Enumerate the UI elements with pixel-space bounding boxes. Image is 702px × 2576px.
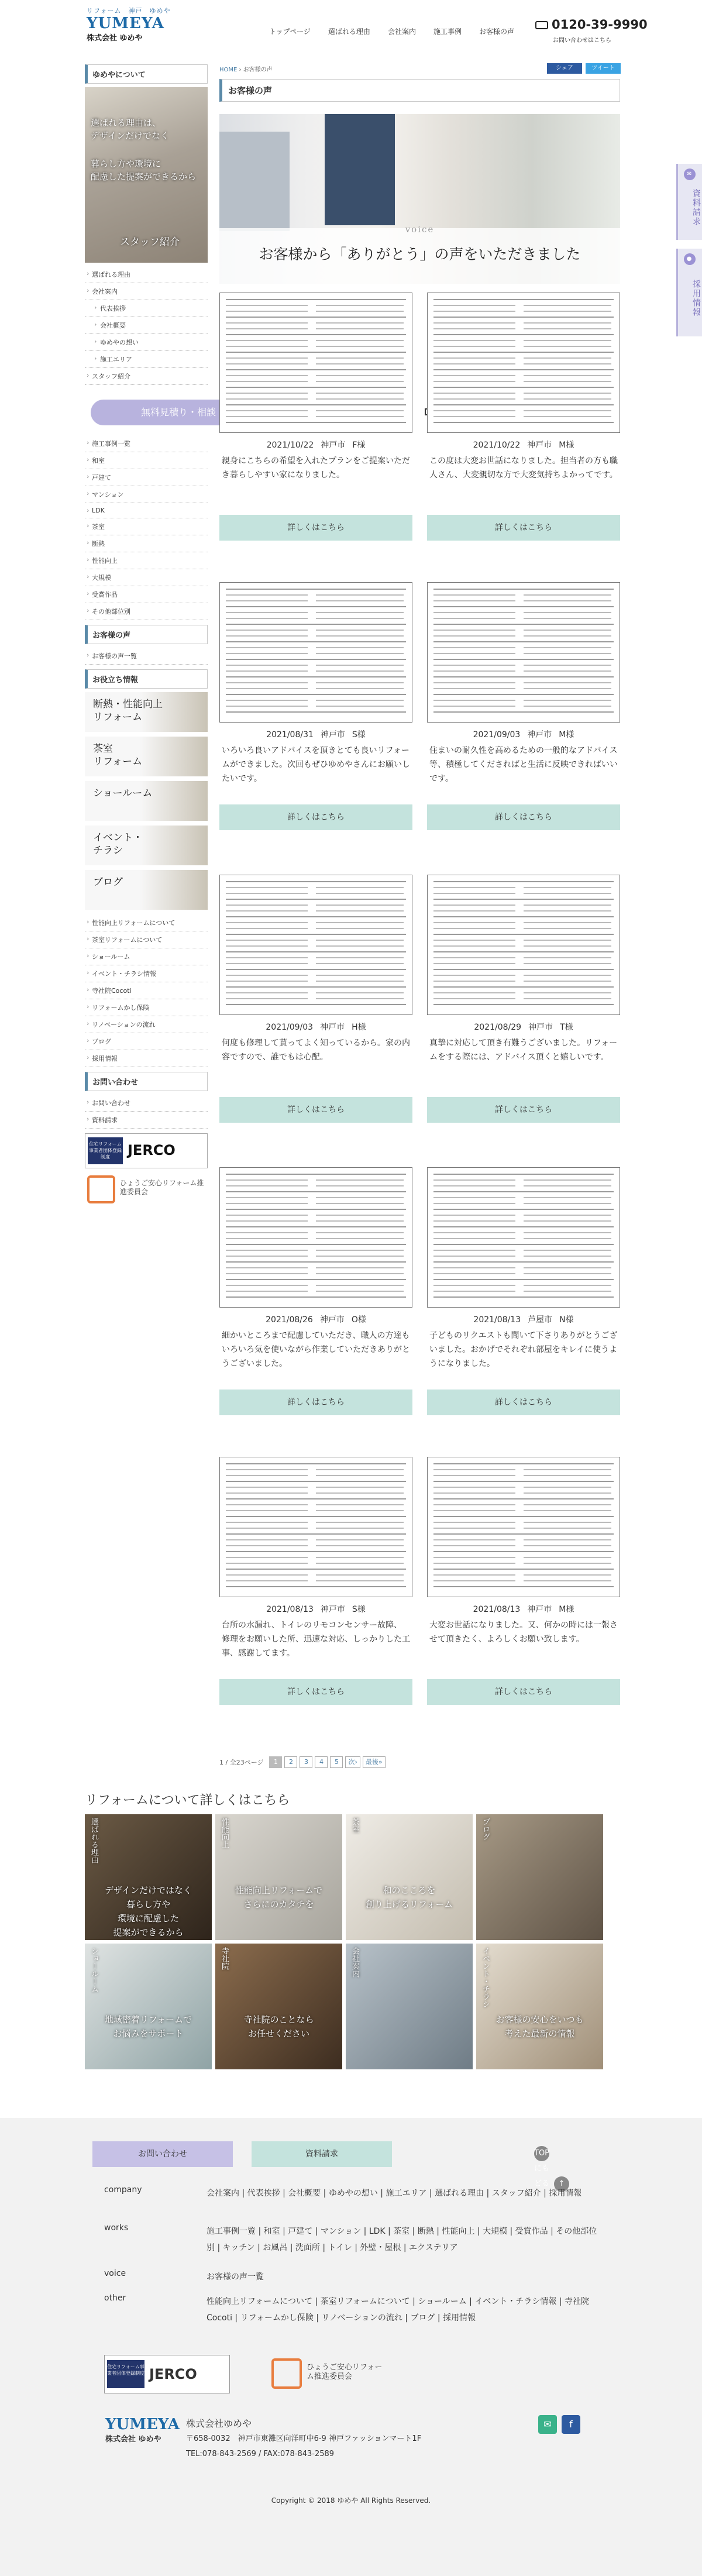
sidebar-works-link[interactable]: › マンション — [85, 486, 208, 503]
sidebar-info-link[interactable]: › ショールーム — [85, 948, 208, 965]
footer-phone: TEL:078-843-2569 / FAX:078-843-2589 — [186, 2450, 335, 2458]
questionnaire-image[interactable] — [219, 293, 412, 433]
reform-title: リフォームについて詳しくはこちら — [85, 1793, 290, 1808]
voice-more-button[interactable]: 詳しくはこちら — [219, 515, 412, 541]
footer-row-links[interactable]: 性能向上リフォームについて | 茶室リフォームについて | ショールーム | イベント・チラシ情報 | 寺社院Cocoti | リフォームかし保険 | リノベーションの流れ | ブログ | 採用情報 — [207, 2297, 589, 2323]
voice-card — [427, 875, 620, 1123]
sidebar-info-links — [85, 914, 208, 1067]
right-tab-request-label: 資料請求 — [691, 189, 701, 226]
reform-tile-side: 寺社院 — [220, 1947, 229, 1970]
facebook-icon[interactable]: f — [562, 2415, 580, 2434]
voice-date: 2021/10/22 — [266, 441, 314, 450]
hero-voice-label: voice — [405, 224, 435, 235]
house-icon — [271, 2358, 302, 2389]
voice-text: 真摯に対応して頂き有難うございました。リフォームをする際には、アドバイス頂くと嬉しいです。 — [429, 1038, 618, 1062]
voice-card-meta — [219, 1021, 412, 1033]
footer-logo-word: YUMEYA — [105, 2416, 180, 2433]
voice-text: いろいろ良いアドバイスを頂きとても良いリフォームができました。次回もぜひゆめやさんにお願いしたいです。 — [222, 746, 410, 783]
twitter-share-button[interactable]: ツイート — [586, 63, 621, 74]
sidebar-info-banner-label: 断熱・性能向上 リフォーム — [93, 699, 163, 723]
reform-tile-side: イベント・チラシ — [481, 1947, 490, 2008]
sidebar-info-link[interactable]: › リフォームかし保険 — [85, 999, 208, 1016]
sidebar-contact-title: お問い合わせ — [85, 1072, 208, 1091]
page-title: お客様の声 — [219, 79, 620, 102]
reform-tile-side: 茶室 — [350, 1818, 359, 1833]
house-icon — [87, 1175, 115, 1203]
arrow-up-icon: ↑ — [554, 2176, 569, 2192]
sidebar-works-link[interactable]: › 茶室 — [85, 518, 208, 535]
sidebar-info-banner-label: ショールーム — [93, 787, 153, 799]
logo-word: YUMEYA — [87, 15, 164, 32]
footer-row-links[interactable]: お客様の声一覧 — [207, 2272, 264, 2282]
hero-door — [325, 114, 395, 225]
questionnaire-image[interactable] — [427, 1457, 620, 1597]
footer-logo-company: 株式会社 ゆめや — [105, 2435, 161, 2444]
voice-more-button[interactable]: 詳しくはこちら — [427, 515, 620, 541]
sidebar-info-banner[interactable] — [85, 737, 208, 776]
pager-link[interactable]: 1 — [269, 1756, 282, 1768]
voice-card-meta — [219, 728, 412, 740]
nav-reason[interactable]: 選ばれる理由 — [328, 27, 370, 36]
sidebar-works-link[interactable]: › 施工事例一覧 — [85, 435, 208, 452]
sidebar-info-link[interactable]: › 採用情報 — [85, 1050, 208, 1067]
jerco-text: JERCO — [128, 1142, 176, 1158]
voice-text: 台所の水漏れ、トイレのリモコンセンサー故障、修理をお願いした所、迅速な対応、しっかりした工事、感謝してます。 — [222, 1621, 410, 1658]
sidebar-works-link[interactable]: › 大規模 — [85, 569, 208, 586]
voice-date: 2021/10/22 — [473, 441, 521, 450]
voice-area: 神戸市 — [320, 1605, 345, 1614]
reform-tile-text: お客様の安心をいつも 考えた最新の情報 — [495, 2014, 584, 2039]
voice-text: この度は大変お世話になりました。担当者の方も職人さん、大変親切な方で大変気持ちよかってです。 — [429, 456, 618, 480]
voice-date: 2021/09/03 — [473, 730, 521, 740]
voice-area: 神戸市 — [320, 1023, 345, 1032]
footer-row-key: company — [104, 2185, 142, 2195]
voice-card — [219, 1167, 412, 1415]
voice-date: 2021/09/03 — [266, 1023, 314, 1032]
reform-tile-text: 性能向上リフォームで さらにのカタチを — [235, 1885, 323, 1910]
voice-more-button[interactable]: 詳しくはこちら — [219, 1097, 412, 1123]
voice-more-button[interactable]: 詳しくはこちら — [427, 804, 620, 830]
footer-row — [104, 2185, 604, 2202]
footer-contact-button[interactable]: お問い合わせ — [92, 2141, 233, 2167]
nav-works[interactable]: 施工事例 — [433, 27, 462, 36]
sidebar-info-link[interactable]: › イベント・チラシ情報 — [85, 965, 208, 982]
pager-link[interactable]: 最後» — [363, 1756, 386, 1768]
right-tab-recruit[interactable] — [676, 249, 702, 336]
voice-card-meta — [427, 1021, 620, 1033]
sidebar-about-link[interactable]: › ゆめやの想い — [85, 334, 208, 351]
site-header — [0, 0, 702, 59]
sidebar-info-banners — [85, 692, 208, 910]
sidebar-voice-title: お客様の声 — [85, 625, 208, 644]
footer-jerco-text: JERCO — [149, 2366, 197, 2382]
sidebar-works-link[interactable]: › LDK — [85, 503, 208, 518]
voice-card — [427, 1457, 620, 1705]
footer-logo[interactable] — [105, 2416, 180, 2444]
header-tel-sub: お問い合わせはこちら — [553, 37, 611, 44]
voice-date: 2021/08/13 — [473, 1605, 521, 1614]
reform-tile[interactable] — [346, 1944, 473, 2069]
sidebar-about-link[interactable]: › スタッフ紹介 — [85, 368, 208, 385]
logo[interactable] — [87, 6, 170, 43]
voice-card-meta — [427, 1603, 620, 1615]
header-tel[interactable] — [535, 18, 648, 44]
voice-customer: F様 — [352, 441, 366, 450]
reform-tile-text: デザインだけではなく 暮らし方や 環境に配慮した 提案ができるから — [105, 1885, 192, 1938]
reform-tile[interactable] — [476, 1814, 603, 1940]
reform-grid — [85, 1814, 605, 2069]
sidebar-contact-links — [85, 1095, 208, 1129]
footer-row — [104, 2269, 604, 2285]
hero-image — [219, 114, 620, 284]
person-icon: ● — [684, 253, 696, 265]
pager-link[interactable]: 5 — [330, 1756, 343, 1768]
mail-icon[interactable]: ✉ — [538, 2415, 557, 2434]
footer-row — [104, 2293, 604, 2326]
voice-card — [219, 582, 412, 830]
voice-customer: S様 — [352, 1605, 366, 1614]
questionnaire-image[interactable] — [427, 875, 620, 1015]
questionnaire-image[interactable] — [427, 1167, 620, 1308]
footer-hyogo-badge[interactable] — [269, 2355, 392, 2393]
voice-area: 神戸市 — [319, 1315, 345, 1325]
estimate-button[interactable]: 無料見積り・相談 — [91, 400, 266, 425]
sidebar-info-link[interactable]: › 寺社院Cocoti — [85, 982, 208, 999]
sidebar-contact-link[interactable]: › 資料請求 — [85, 1112, 208, 1129]
questionnaire-image[interactable] — [427, 582, 620, 723]
sidebar-info-banner[interactable] — [85, 692, 208, 732]
reform-tile[interactable] — [215, 1814, 342, 1940]
logo-company: 株式会社 ゆめや — [87, 34, 143, 43]
sidebar-info-banner-label: ブログ — [93, 876, 123, 888]
sidebar-info-link[interactable]: › リノベーションの流れ — [85, 1016, 208, 1033]
sidebar-works-link[interactable]: › その他部位別 — [85, 603, 208, 620]
voice-customer: H様 — [352, 1023, 366, 1032]
questionnaire-image[interactable] — [219, 1457, 412, 1597]
sidebar-info-link[interactable]: › 茶室リフォームについて — [85, 931, 208, 948]
sidebar-info-banner[interactable] — [85, 826, 208, 865]
breadcrumb-home[interactable]: HOME — [219, 67, 238, 73]
reform-tile-side: 会社案内 — [350, 1947, 359, 1977]
questionnaire-image[interactable] — [219, 1167, 412, 1308]
voice-date: 2021/08/26 — [266, 1315, 313, 1325]
voice-area: 神戸市 — [527, 730, 552, 740]
voice-card — [427, 582, 620, 830]
reform-tile-side: ブログ — [481, 1818, 490, 1841]
pager-link[interactable]: 2 — [284, 1756, 297, 1768]
voice-area: 神戸市 — [527, 1605, 552, 1614]
reform-tile[interactable] — [215, 1944, 342, 2069]
voice-text: 住まいの耐久性を高めるための一般的なアドバイス等、積極してくださればと生活に反映できればいいです。 — [429, 746, 618, 783]
pager-label: 1 / 全23ページ — [219, 1759, 264, 1766]
sidebar-staff-banner[interactable] — [85, 87, 208, 263]
voice-card-meta — [427, 728, 620, 740]
sidebar-works-link[interactable]: › 和室 — [85, 452, 208, 469]
sidebar-works-link[interactable]: › 受賞作品 — [85, 586, 208, 603]
jerco-small: 住宅リフォーム事業者団体登録制度 — [88, 1137, 123, 1164]
banner-text-2: 暮らし方や環境に 配慮した提案ができるから — [91, 159, 197, 182]
voice-card-meta — [427, 439, 620, 450]
questionnaire-image[interactable] — [219, 582, 412, 723]
reform-tile[interactable] — [85, 1814, 212, 1940]
banner-text-1: 選ばれる理由は、 デザインだけでなく — [91, 118, 169, 141]
reform-tile-side: 性能向上 — [220, 1818, 229, 1848]
voice-customer: N様 — [559, 1315, 574, 1325]
voice-card-meta — [219, 439, 412, 450]
pager-link[interactable]: 4 — [315, 1756, 328, 1768]
voice-more-button[interactable]: 詳しくはこちら — [427, 1390, 620, 1415]
voice-card — [219, 875, 412, 1123]
voice-date: 2021/08/31 — [266, 730, 314, 740]
footer-row-key: other — [104, 2293, 126, 2303]
questionnaire-image[interactable] — [427, 293, 620, 433]
logo-tagline: リフォーム 神戸 ゆめや — [87, 7, 171, 15]
voice-text: 子どものリクエストも聞いて下さりありがとうございました。おかげでそれぞれ部屋をキレイに使うようになりました。 — [429, 1331, 618, 1368]
document-icon: ✉ — [684, 168, 696, 180]
footer-row-links[interactable]: 施工事例一覧 | 和室 | 戸建て | マンション | LDK | 茶室 | 断熱 | 性能向上 | 大規模 | 受賞作品 | その他部位別 | キッチン | お風呂 | 洗面所 | トイレ | 外壁・屋根 | エクステリア — [207, 2227, 597, 2252]
hyogo-badge[interactable] — [85, 1173, 208, 1208]
footer-row-key: voice — [104, 2269, 126, 2278]
pager-link[interactable]: 次› — [345, 1756, 360, 1768]
sidebar-info-title: お役立ち情報 — [85, 669, 208, 689]
reform-section — [85, 1790, 605, 2069]
sidebar-works-link[interactable]: › 性能向上 — [85, 552, 208, 569]
right-tab-recruit-label: 採用情報 — [691, 280, 701, 317]
reform-tile-text: 和のこころを 創り上げるリフォーム — [365, 1885, 453, 1910]
voice-area: 神戸市 — [527, 441, 552, 450]
sidebar — [85, 64, 208, 1213]
facebook-share-button[interactable]: シェア — [547, 63, 582, 74]
sidebar-works-link[interactable]: › 断熱 — [85, 535, 208, 552]
footer-jerco-badge[interactable] — [104, 2355, 230, 2393]
voice-more-button[interactable]: 詳しくはこちら — [427, 1679, 620, 1705]
footer-row-key: works — [104, 2223, 129, 2233]
sidebar-voice-link[interactable]: › お客様の声一覧 — [85, 648, 208, 665]
reform-tile[interactable] — [346, 1814, 473, 1940]
voice-card-meta — [219, 1313, 412, 1325]
footer-row — [104, 2223, 604, 2256]
voice-text: 細かいところまで配慮していただき、職人の方達もいろいろ気を使いながら作業していただきありがとうございました。 — [222, 1331, 410, 1368]
global-nav — [269, 26, 514, 36]
breadcrumb: HOME › お客様の声 — [219, 67, 273, 73]
sidebar-about-title: ゆめやについて — [85, 64, 208, 84]
reform-tile[interactable] — [85, 1944, 212, 2069]
voice-date: 2021/08/13 — [266, 1605, 314, 1614]
nav-company[interactable]: 会社案内 — [387, 27, 416, 36]
reform-tile[interactable] — [476, 1944, 603, 2069]
sidebar-works-links — [85, 435, 208, 620]
voice-card — [427, 293, 620, 541]
footer-address — [186, 2416, 421, 2462]
reform-tile-text: 寺社院のことなら お任せください — [243, 2014, 314, 2039]
sidebar-voice-links — [85, 648, 208, 665]
banner-staff-label: スタッフ紹介 — [120, 236, 180, 248]
phone-icon — [535, 21, 548, 29]
voice-customer: M様 — [559, 441, 574, 450]
voice-card-meta — [427, 1313, 620, 1325]
hero-window — [219, 132, 290, 231]
voice-card — [427, 1167, 620, 1415]
voice-text: 親身にこちらの希望を入れたプランをご提案いただき暮らしやすい家になりました。 — [222, 456, 410, 480]
footer-request-button[interactable]: 資料請求 — [252, 2141, 392, 2167]
voice-more-button[interactable]: 詳しくはこちら — [427, 1097, 620, 1123]
footer-hyogo-text: ひょうご安心リフォーム推進委員会 — [307, 2363, 383, 2381]
sidebar-about-link[interactable]: › 会社案内 — [85, 283, 208, 300]
sidebar-contact-link[interactable]: › お問い合わせ — [85, 1095, 208, 1112]
voice-text: 大変お世話になりました。又、何かの時には一報させて頂きたく、よろしくお願い致します。 — [429, 1621, 618, 1644]
top-label: TOPにもどる — [534, 2146, 549, 2161]
voice-area: 神戸市 — [320, 730, 345, 740]
nav-top[interactable]: トップページ — [269, 27, 311, 36]
sidebar-works-link[interactable]: › 戸建て — [85, 469, 208, 486]
voice-customer: M様 — [559, 730, 574, 740]
voice-more-button[interactable]: 詳しくはこちら — [219, 1390, 412, 1415]
reform-tile-side: 選ばれる理由 — [90, 1818, 98, 1863]
sidebar-info-banner-label: イベント・ チラシ — [93, 832, 143, 857]
sidebar-about-link[interactable]: › 代表挨拶 — [85, 300, 208, 317]
voice-area: 神戸市 — [528, 1023, 553, 1032]
voice-text: 何度も修理して貰ってよく知っているから。家の内容ですので、誰でもは心配。 — [222, 1038, 410, 1062]
sns-buttons — [547, 63, 621, 74]
sidebar-info-banner[interactable] — [85, 781, 208, 821]
voice-customer: M様 — [559, 1605, 574, 1614]
pager-link[interactable]: 3 — [300, 1756, 312, 1768]
sidebar-info-banner-label: 茶室 リフォーム — [93, 743, 143, 768]
reform-tile-text: 地域密着リフォームで お悩みをサポート — [104, 2014, 192, 2039]
jerco-badge[interactable] — [85, 1133, 208, 1168]
footer-company-name: 株式会社ゆめや — [186, 2418, 252, 2429]
sidebar-info-banner[interactable] — [85, 870, 208, 910]
voice-customer: O様 — [351, 1315, 366, 1325]
header-tel-number: 0120-39-9990 — [552, 18, 648, 32]
right-tab-request[interactable] — [676, 164, 702, 240]
pagination — [219, 1756, 386, 1768]
questionnaire-image[interactable] — [219, 875, 412, 1015]
hero-message: お客様から「ありがとう」の声をいただきました — [259, 246, 581, 263]
voice-card-meta — [219, 1603, 412, 1615]
sidebar-info-link[interactable]: › 性能向上リフォームについて — [85, 914, 208, 931]
voice-date: 2021/08/29 — [474, 1023, 522, 1032]
footer-row-links[interactable]: 会社案内 | 代表挨拶 | 会社概要 | ゆめやの想い | 施工エリア | 選ばれる理由 | スタッフ紹介 | 採用情報 — [207, 2189, 582, 2198]
sidebar-about-link[interactable]: › 会社概要 — [85, 317, 208, 334]
sidebar-about-link[interactable]: › 選ばれる理由 — [85, 266, 208, 283]
sidebar-about-link[interactable]: › 施工エリア — [85, 351, 208, 368]
copyright: Copyright © 2018 ゆめや All Rights Reserved. — [271, 2496, 431, 2505]
footer-jerco-small: 住宅リフォーム事業者団体登録制度 — [107, 2360, 144, 2388]
sidebar-about-links — [85, 266, 208, 385]
voice-date: 2021/08/13 — [473, 1315, 521, 1325]
voice-card — [219, 1457, 412, 1705]
breadcrumb-current: お客様の声 — [243, 67, 273, 73]
voice-card — [219, 293, 412, 541]
voice-more-button[interactable]: 詳しくはこちら — [219, 1679, 412, 1705]
sidebar-info-link[interactable]: › ブログ — [85, 1033, 208, 1050]
voice-more-button[interactable]: 詳しくはこちら — [219, 804, 412, 830]
voice-area: 神戸市 — [321, 441, 346, 450]
reform-tile-side: ショールーム — [90, 1947, 98, 1993]
voice-area: 芦屋市 — [528, 1315, 553, 1325]
footer-address-line: 〒658-0032 神戸市東灘区向洋町中6-9 神戸ファッションマート1F — [186, 2434, 422, 2443]
nav-voice[interactable]: お客様の声 — [479, 27, 514, 36]
hyogo-text: ひょうご安心リフォーム推進委員会 — [120, 1179, 204, 1196]
voice-customer: S様 — [352, 730, 366, 740]
voice-customer: T様 — [560, 1023, 573, 1032]
